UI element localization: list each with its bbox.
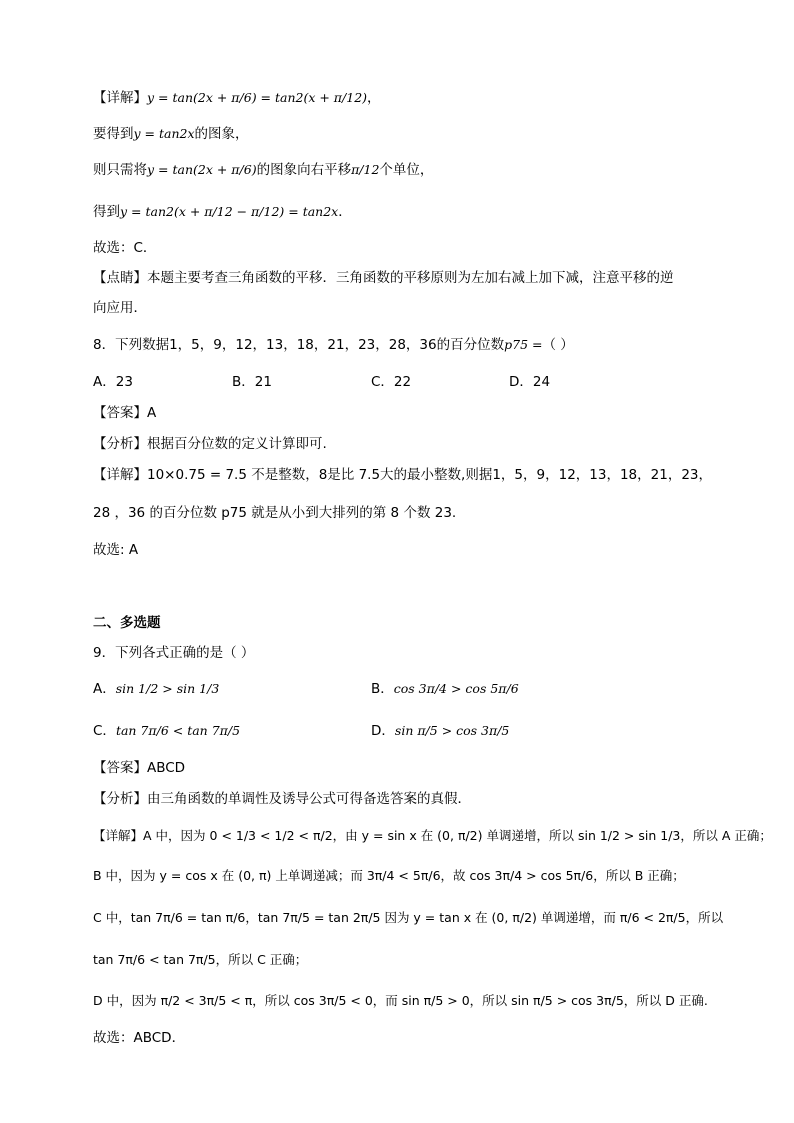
text: （ ） <box>542 337 574 353</box>
option-label: C． <box>93 723 116 739</box>
text: 由三角函数的单调性及诱导公式可得备选答案的真假． <box>147 791 471 807</box>
q8-option-d: D．24 <box>509 374 551 390</box>
text: ABCD <box>147 760 186 776</box>
option-label: D． <box>371 723 395 739</box>
q7-detail-line2 <box>93 124 249 144</box>
q8-detail-line1 <box>93 465 712 485</box>
q8-stem <box>93 335 574 355</box>
formula: y = tan2(x + π/12 − π/12) = tan2x <box>120 204 339 219</box>
formula: cos 3π/4 > cos 5π/6 <box>393 681 519 696</box>
q9-detail-line-c1: C 中，tan 7π/6 = tan π/6，tan 7π/5 = tan 2π/5 因为 y = tan x 在 (0, π/2) 单调递增，而 π/6 < 2π/5，所以 <box>93 910 724 925</box>
formula: sin 1/2 > sin 1/3 <box>115 681 220 696</box>
formula: y = tan(2x + π/6) = tan2(x + π/12) <box>147 90 368 105</box>
text: A 中，因为 0 < 1/3 < 1/2 < π/2，由 y = sin x 在 (0, π/2) 单调递增，所以 sin 1/2 > sin 1/3，所以 A 正确； <box>143 828 772 843</box>
punct: ， <box>367 90 381 106</box>
text: 10×0.75 = 7.5 不是整数，8是比 7.5大的最小整数,则据1，5，9，12，13，18，21，23， <box>147 467 713 483</box>
text: 的图象向右平移 <box>256 162 352 178</box>
text: 根据百分位数的定义计算即可. <box>147 436 327 452</box>
q9-detail-line-a <box>93 826 772 846</box>
q8-option-b: B．21 <box>232 374 272 390</box>
q9-option-d <box>371 721 509 741</box>
q8-option-a: A．23 <box>93 374 133 390</box>
q8-detail-line2: 28 ，36 的百分位数 p75 就是从小到大排列的第 8 个数 23. <box>93 505 457 521</box>
q7-detail-line4 <box>93 202 352 222</box>
formula: p75 = <box>504 337 543 352</box>
q9-detail-line-b: B 中，因为 y = cos x 在 (0, π) 上单调递减；而 3π/4 < 5π/6，故 cos 3π/4 > cos 5π/6，所以 B 正确； <box>93 868 685 883</box>
q9-option-b <box>371 679 519 699</box>
q9-detail-line-d: D 中，因为 π/2 < 3π/5 < π，所以 cos 3π/5 < 0，而 sin π/5 > 0，所以 sin π/5 > cos 3π/5，所以 D 正确. <box>93 993 708 1008</box>
q9-option-c <box>93 721 240 741</box>
formula: y = tan2x <box>133 126 195 141</box>
q7-detail-line3 <box>93 160 433 180</box>
q8-option-c: C．22 <box>371 374 412 390</box>
formula: sin π/5 > cos 3π/5 <box>394 723 510 738</box>
option-label: A． <box>93 681 116 697</box>
q9-detail-line-c2: tan 7π/6 < tan 7π/5，所以 C 正确； <box>93 952 308 967</box>
q7-comment-line2: 向应用． <box>93 300 147 316</box>
detail-tag: 【详解】 <box>93 828 144 843</box>
section-title: 二、多选题 <box>93 615 161 631</box>
q8-choose: 故选: A <box>93 542 139 558</box>
analysis-tag: 【分析】 <box>93 791 147 807</box>
detail-tag: 【详解】 <box>93 467 147 483</box>
q9-choose: 故选：ABCD． <box>93 1030 186 1046</box>
q8-answer <box>93 403 156 423</box>
formula: tan 7π/6 < tan 7π/5 <box>115 723 241 738</box>
text: 个单位， <box>379 162 434 178</box>
q9-stem: 9．下列各式正确的是（ ） <box>93 645 255 661</box>
text: 得到 <box>93 204 120 220</box>
q9-analysis <box>93 789 471 809</box>
text: 的图象， <box>194 126 249 142</box>
text: 要得到 <box>93 126 134 142</box>
q7-choose: 故选：C． <box>93 240 157 256</box>
q7-comment-line1 <box>93 268 674 288</box>
analysis-tag: 【分析】 <box>93 436 147 452</box>
q9-option-a <box>93 679 219 699</box>
q8-analysis <box>93 434 327 454</box>
formula: π/12 <box>351 162 380 177</box>
comment-tag: 【点睛】 <box>93 270 147 286</box>
text: 本题主要考查三角函数的平移．三角函数的平移原则为左加右减上加下减，注意平移的逆 <box>147 270 674 286</box>
option-label: B． <box>371 681 394 697</box>
answer-tag: 【答案】 <box>93 760 147 776</box>
text: 则只需将 <box>93 162 147 178</box>
q9-answer <box>93 758 185 778</box>
answer-tag: 【答案】 <box>93 405 147 421</box>
formula: y = tan(2x + π/6) <box>147 162 257 177</box>
text: 8．下列数据1，5，9，12，13，18，21，23，28，36的百分位数 <box>93 337 505 353</box>
text: A <box>147 405 157 421</box>
detail-tag: 【详解】 <box>93 90 147 106</box>
q7-detail-line1 <box>93 88 381 108</box>
text: ． <box>338 204 352 220</box>
